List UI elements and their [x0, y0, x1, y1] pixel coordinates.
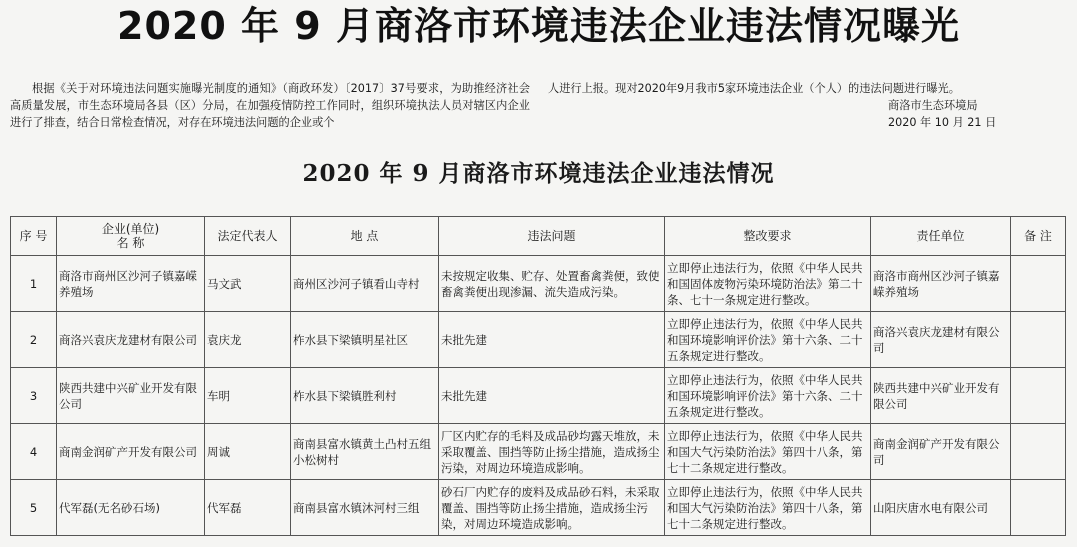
- cell-no: 2: [11, 312, 57, 368]
- cell-no: 1: [11, 256, 57, 312]
- cell-note: [1011, 312, 1066, 368]
- header-no: 序 号: [11, 217, 57, 256]
- table-row: [11, 256, 1066, 312]
- cell-note: [1011, 256, 1066, 312]
- cell-note: [1011, 480, 1066, 536]
- cell-location: 商南县富水镇沐河村三组: [291, 480, 439, 536]
- table-header-row: [11, 217, 1066, 256]
- signature-org: 商洛市生态环境局: [888, 99, 978, 112]
- cell-company: 商洛兴袁庆龙建材有限公司: [57, 312, 205, 368]
- cell-resp: 商洛兴袁庆龙建材有限公司: [871, 312, 1011, 368]
- cell-company: 商洛市商州区沙河子镇嘉嵘养殖场: [57, 256, 205, 312]
- header-issue: 违法问题: [439, 217, 665, 256]
- cell-resp: 商洛市商州区沙河子镇嘉嵘养殖场: [871, 256, 1011, 312]
- cell-req: 立即停止违法行为，依照《中华人民共和国环境影响评价法》第十六条、二十五条规定进行整改。: [665, 312, 871, 368]
- violations-table: [10, 216, 1066, 536]
- table-row: [11, 480, 1066, 536]
- header-resp: 责任单位: [871, 217, 1011, 256]
- cell-company: 商南金润矿产开发有限公司: [57, 424, 205, 480]
- cell-location: 商州区沙河子镇看山寺村: [291, 256, 439, 312]
- cell-location: 柞水县下梁镇明星社区: [291, 312, 439, 368]
- cell-issue: 厂区内贮存的毛料及成品砂均露天堆放，未采取覆盖、围挡等防止扬尘措施，造成扬尘污染，对周边环境造成影响。: [439, 424, 665, 480]
- header-rep: 法定代表人: [205, 217, 291, 256]
- header-req: 整改要求: [665, 217, 871, 256]
- page-title: 2020 年 9 月商洛市环境违法企业违法情况曝光: [117, 4, 960, 48]
- cell-location: 商南县富水镇黄土凸村五组小松树村: [291, 424, 439, 480]
- table-row: [11, 368, 1066, 424]
- cell-no: 5: [11, 480, 57, 536]
- cell-issue: 未批先建: [439, 312, 665, 368]
- cell-rep: 车明: [205, 368, 291, 424]
- cell-issue: 砂石厂内贮存的废料及成品砂石料，未采取覆盖、围挡等防止扬尘措施，造成扬尘污染，对周边环境造成影响。: [439, 480, 665, 536]
- cell-req: 立即停止违法行为，依照《中华人民共和国大气污染防治法》第四十八条，第七十二条规定进行整改。: [665, 480, 871, 536]
- cell-resp: 陕西共建中兴矿业开发有限公司: [871, 368, 1011, 424]
- header-company: 企业(单位) 名 称: [57, 217, 205, 256]
- cell-no: 3: [11, 368, 57, 424]
- table-row: [11, 424, 1066, 480]
- cell-company: 陕西共建中兴矿业开发有限公司: [57, 368, 205, 424]
- cell-rep: 周诚: [205, 424, 291, 480]
- cell-rep: 代军磊: [205, 480, 291, 536]
- cell-resp: 山阳庆唐水电有限公司: [871, 480, 1011, 536]
- table-row: [11, 312, 1066, 368]
- cell-no: 4: [11, 424, 57, 480]
- cell-issue: 未按规定收集、贮存、处置畜禽粪便，致使畜禽粪便出现渗漏、流失造成污染。: [439, 256, 665, 312]
- cell-location: 柞水县下梁镇胜利村: [291, 368, 439, 424]
- cell-issue: 未批先建: [439, 368, 665, 424]
- cell-note: [1011, 368, 1066, 424]
- header-note: 备 注: [1011, 217, 1066, 256]
- cell-rep: 袁庆龙: [205, 312, 291, 368]
- cell-company: 代军磊(无名砂石场): [57, 480, 205, 536]
- intro-paragraph-left: 根据《关于对环境违法问题实施曝光制度的通知》（商政环发）〔2017〕37号要求，为助推经济社会高质量发展，市生态环境局各县（区）分局，在加强疫情防控工作同时，组织环境执法人员对辖区内企业进行了排查，结合日常检查情况，对存在环境违法问题的企业或个: [10, 82, 530, 129]
- table-title: 2020 年 9 月商洛市环境违法企业违法情况: [302, 160, 775, 187]
- header-location: 地 点: [291, 217, 439, 256]
- cell-req: 立即停止违法行为，依照《中华人民共和国环境影响评价法》第十六条、二十五条规定进行整改。: [665, 368, 871, 424]
- intro-paragraph-right: 人进行上报。现对2020年9月我市5家环境违法企业（个人）的违法问题进行曝光。: [548, 82, 960, 95]
- cell-req: 立即停止违法行为，依照《中华人民共和国固体废物污染环境防治法》第二十条、七十一条规定进行整改。: [665, 256, 871, 312]
- cell-resp: 商南金润矿产开发有限公司: [871, 424, 1011, 480]
- cell-rep: 马文武: [205, 256, 291, 312]
- signature-date: 2020 年 10 月 21 日: [888, 116, 997, 129]
- cell-note: [1011, 424, 1066, 480]
- cell-req: 立即停止违法行为，依照《中华人民共和国大气污染防治法》第四十八条，第七十二条规定进行整改。: [665, 424, 871, 480]
